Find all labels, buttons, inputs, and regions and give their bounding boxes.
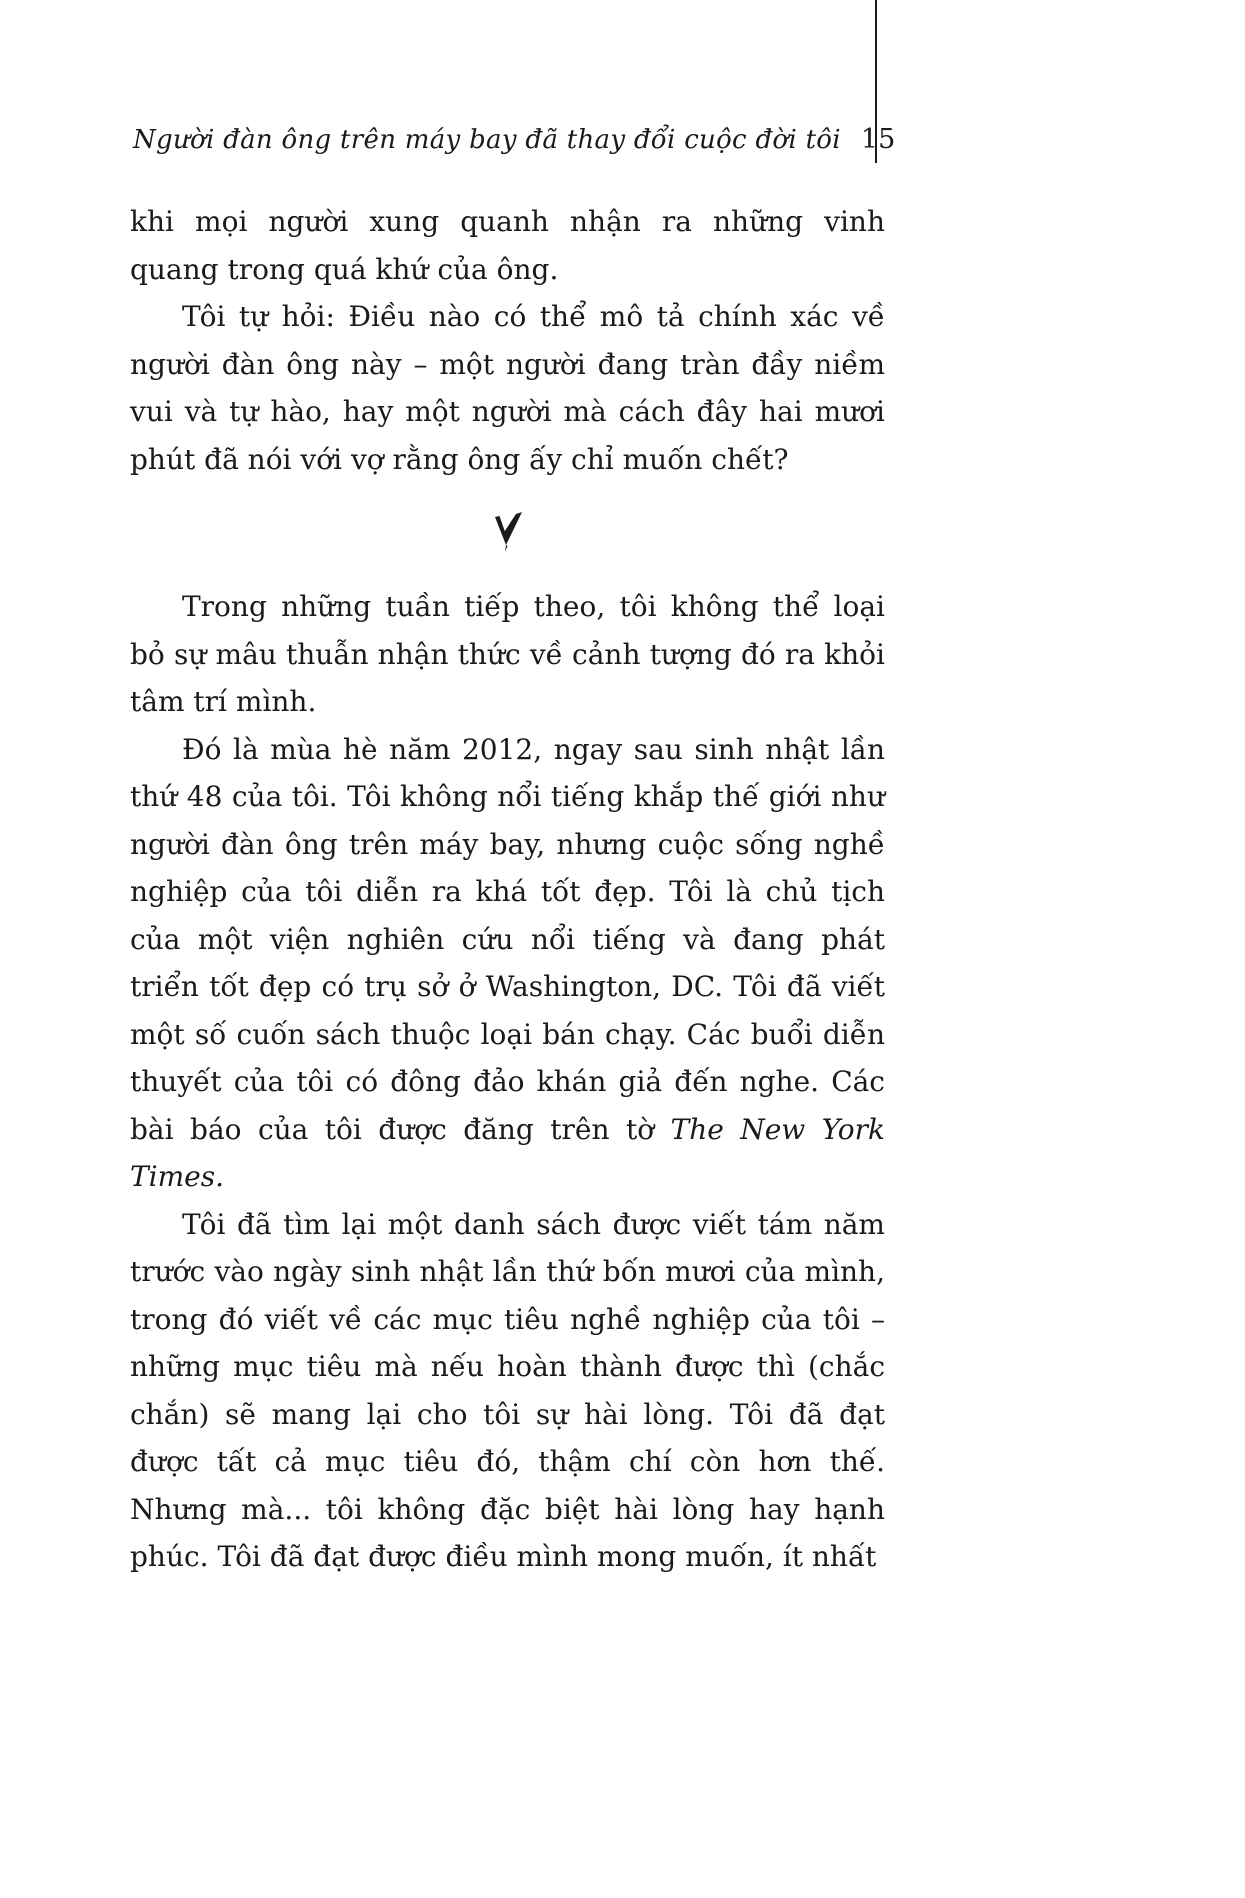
page-body xyxy=(130,198,885,1581)
publication-name: The New York Times. xyxy=(130,1112,885,1193)
paragraph: Trong những tuần tiếp theo, tôi không thể loại bỏ sự mâu thuẫn nhận thức về cảnh tượng đó ra khỏi tâm trí mình. xyxy=(130,590,885,718)
paragraph: khi mọi người xung quanh nhận ra những vinh quang trong quá khứ của ông. xyxy=(130,205,885,286)
paragraph xyxy=(130,726,885,1201)
page-number: 15 xyxy=(860,124,896,155)
paragraph: Tôi tự hỏi: Điều nào có thể mô tả chính xác về người đàn ông này – một người đang tràn đầy niềm vui và tự hào, hay một người mà cách đây hai mươi phút đã nói với vợ rằng ông ấy chỉ muốn chết? xyxy=(130,300,885,476)
paragraph: Tôi đã tìm lại một danh sách được viết tám năm trước vào ngày sinh nhật lần thứ bốn mươi của mình, trong đó viết về các mục tiêu nghề nghiệp của tôi – những mục tiêu mà nếu hoàn thành được thì (chắc chắn) sẽ mang lại cho tôi sự hài lòng. Tôi đã đạt được tất cả mục tiêu đó, thậm chí còn hơn thế. Nhưng mà... tôi không đặc biệt hài lòng hay hạnh phúc. Tôi đã đạt được điều mình mong muốn, ít nhất xyxy=(130,1207,885,1573)
running-title: Người đàn ông trên máy bay đã thay đổi cuộc đời tôi xyxy=(133,125,841,155)
paragraph-text: Đó là mùa hè năm 2012, ngay sau sinh nhật lần thứ 48 của tôi. Tôi không nổi tiếng khắp thế giới như người đàn ông trên máy bay, nhưng cuộc sống nghề nghiệp của tôi diễn ra khá tốt đẹp. Tôi là chủ tịch của một viện nghiên cứu nổi tiếng và đang phát triển tốt đẹp có trụ sở ở Washington, DC. Tôi đã viết một số cuốn sách thuộc loại bán chạy. Các buổi diễn thuyết của tôi có đông đảo khán giả đến nghe. Các bài báo của tôi được đăng trên tờ xyxy=(130,732,885,1146)
page-header xyxy=(133,124,896,155)
section-break-ornament-icon xyxy=(130,511,885,553)
